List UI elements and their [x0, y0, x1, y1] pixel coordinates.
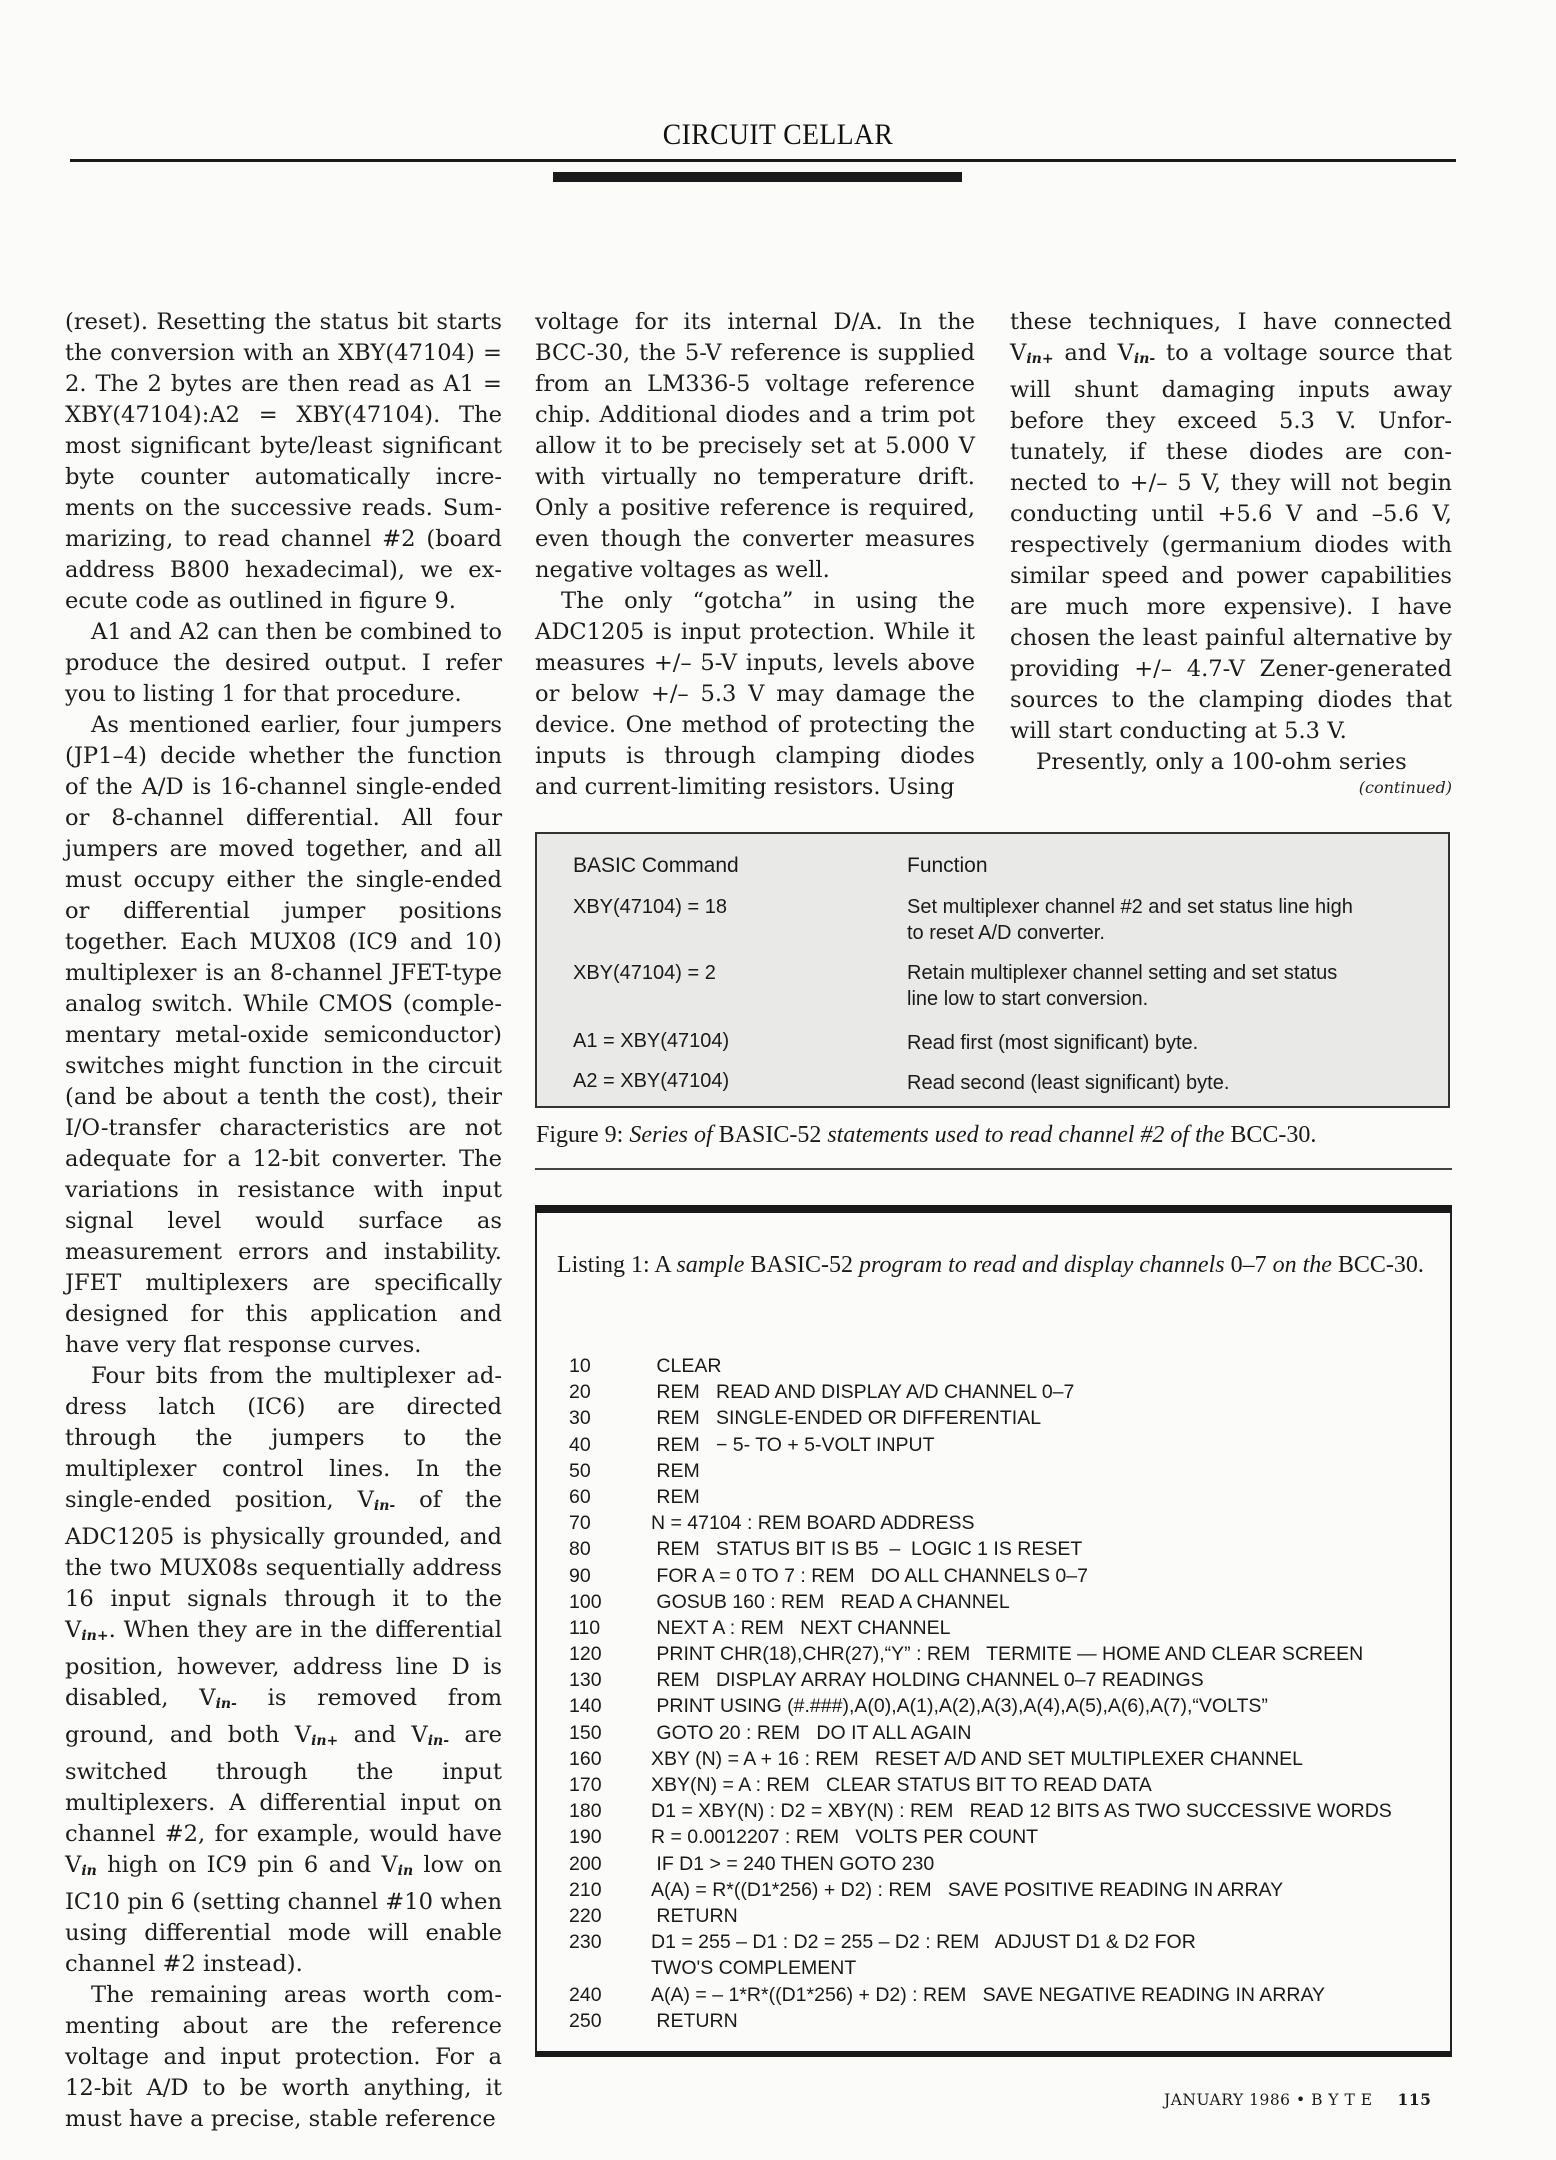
code-line: [569, 1955, 1439, 1981]
line-code: NEXT A : REM NEXT CHANNEL: [651, 1616, 951, 1639]
header-bar: [553, 172, 962, 182]
line-code: REM STATUS BIT IS B5 – LOGIC 1 IS RESET: [651, 1538, 1083, 1561]
basic-command: XBY(47104) = 2: [573, 962, 716, 984]
header-rule: [70, 159, 1456, 162]
continued-label: (continued): [1358, 778, 1452, 797]
caption-fragment: A: [649, 1252, 677, 1278]
page-number: 115: [1397, 2090, 1432, 2109]
line-number: 90: [569, 1564, 591, 1587]
line-code: XBY (N) = A + 16 : REM RESET A/D AND SET MULTIPLEXER CHANNEL: [651, 1747, 1304, 1770]
line-number: 40: [569, 1433, 591, 1456]
code-line: [569, 1641, 1439, 1667]
caption-fragment: BCC-30.: [1230, 1122, 1317, 1148]
paragraph: The remaining areas worth commenting about are the reference voltage and input protection. For a 12-bit A/D to be worth anything, it must have a precise, stable reference: [65, 1982, 502, 2132]
line-code: A(A) = R*((D1*256) + D2) : REM SAVE POSITIVE READING IN ARRAY: [651, 1878, 1284, 1901]
line-code: PRINT USING (#.###),A(0),A(1),A(2),A(3),A(4),A(5),A(6),A(7),“VOLTS”: [651, 1695, 1268, 1718]
line-number: 220: [569, 1904, 602, 1927]
line-number: 120: [569, 1643, 602, 1666]
caption-fragment: BASIC-52: [750, 1252, 860, 1278]
article-column-3: [1010, 307, 1452, 778]
line-number: 230: [569, 1931, 602, 1954]
column-header-function: Function: [907, 854, 988, 877]
code-line: [569, 1510, 1439, 1536]
line-number: 80: [569, 1538, 591, 1561]
line-number: 250: [569, 2009, 602, 2032]
voltage-subscript: in+: [311, 1733, 339, 1749]
paragraph: (reset). Resetting the status bit starts the conversion with an XBY(47104) = 2. The 2 bytes are then read as A1 = XBY(47104):A2 = XBY(47104). The most significant byte/least significant byte counter automatically increments on the successive reads. Summarizing, to read channel #2 (board address B800 hexadecimal), we execute code as outlined in figure 9.: [65, 309, 502, 614]
code-line: [569, 1693, 1439, 1719]
code-line: [569, 1746, 1439, 1772]
listing-1-box: [535, 1205, 1452, 2057]
listing-label: Listing 1:: [557, 1252, 650, 1278]
separator-bullet: •: [1296, 2091, 1306, 2109]
line-code: REM − 5- TO + 5-VOLT INPUT: [651, 1433, 935, 1456]
code-line: [569, 1458, 1439, 1484]
article-column-2: [535, 307, 975, 803]
line-code: RETURN: [651, 1904, 738, 1927]
line-number: 130: [569, 1669, 602, 1692]
code-line: [569, 1589, 1439, 1615]
line-number: 70: [569, 1512, 591, 1535]
paragraph: The only “gotcha” in using the ADC1205 is input protection. While it measures +/– 5-V inputs, levels above or below +/– 5.3 V may damage the device. One method of protecting the inputs is through clamping diodes and current-limiting resistors. Using: [535, 588, 975, 800]
figure-rule: [535, 1168, 1452, 1170]
caption-text: [623, 1122, 1316, 1148]
basic-command: A1 = XBY(47104): [573, 1030, 730, 1052]
code-line: [569, 1536, 1439, 1562]
issue-date: JANUARY 1986: [1164, 2091, 1291, 2109]
line-number: 240: [569, 1983, 602, 2006]
line-code: N = 47104 : REM BOARD ADDRESS: [651, 1512, 975, 1535]
voltage-subscript: in-: [1133, 351, 1156, 367]
code-line: [569, 1379, 1439, 1405]
paragraph: A1 and A2 can then be combined to produce the desired output. I refer you to listing 1 for that procedure.: [65, 619, 502, 707]
line-code: GOTO 20 : REM DO IT ALL AGAIN: [651, 1721, 972, 1744]
code-line: [569, 1772, 1439, 1798]
line-code: FOR A = 0 TO 7 : REM DO ALL CHANNELS 0–7: [651, 1564, 1088, 1587]
line-number: 210: [569, 1878, 602, 1901]
line-number: 160: [569, 1747, 602, 1770]
page-footer: [1164, 2090, 1431, 2109]
code-line: [569, 1903, 1439, 1929]
line-code: A(A) = – 1*R*((D1*256) + D2) : REM SAVE NEGATIVE READING IN ARRAY: [651, 1983, 1326, 2006]
code-line: [569, 1432, 1439, 1458]
caption-fragment: sample: [676, 1252, 751, 1278]
listing-1-title: [557, 1249, 1427, 1282]
voltage-subscript: in+: [81, 1628, 109, 1644]
line-number: 50: [569, 1459, 591, 1482]
line-number: 100: [569, 1590, 602, 1613]
magazine-name: BYTE: [1311, 2091, 1379, 2109]
code-listing: [569, 1353, 1439, 2034]
column-header-command: BASIC Command: [573, 854, 739, 877]
voltage-subscript: in-: [215, 1696, 237, 1712]
code-line: [569, 1929, 1439, 1955]
line-code: D1 = 255 – D1 : D2 = 255 – D2 : REM ADJUST D1 & D2 FOR: [651, 1931, 1196, 1954]
command-function: Retain multiplexer channel setting and set status line low to start conversion.: [907, 962, 1338, 1010]
code-line: [569, 1824, 1439, 1850]
line-number: 10: [569, 1355, 591, 1377]
paragraph: voltage for its internal D/A. In the BCC-30, the 5-V reference is supplied from an LM336-5 voltage reference chip. Additional diodes and a trim pot allow it to be precisely set at 5.000 V with virtually no temperature drift. Only a positive reference is required, even though the converter measures negative voltages as well.: [535, 309, 975, 583]
line-code: REM: [651, 1459, 700, 1482]
code-line: [569, 1798, 1439, 1824]
figure-9-caption: [536, 1122, 1456, 1149]
code-line: [569, 1353, 1439, 1379]
line-code: R = 0.0012207 : REM VOLTS PER COUNT: [651, 1826, 1039, 1849]
code-line: [569, 2008, 1439, 2034]
article-column-1: [65, 307, 502, 2135]
paragraph: Presently, only a 100-ohm series: [1036, 749, 1407, 775]
line-code: IF D1 > = 240 THEN GOTO 230: [651, 1852, 935, 1875]
line-number: 140: [569, 1695, 602, 1718]
line-code: TWO'S COMPLEMENT: [651, 1957, 857, 1980]
listing-title-text: [650, 1252, 1424, 1278]
line-code: CLEAR: [651, 1355, 722, 1377]
caption-fragment: BCC-30.: [1337, 1252, 1424, 1278]
caption-fragment: statements used to read channel #2 of the: [821, 1122, 1231, 1148]
paragraph: Four bits from the multiplexer address latch (IC6) are directed through the jumpers to the multiplexer control lines. In the single-ended position, $V_{in-}$ of the ADC1205 is physically grounded, and the two MUX08s sequentially address 16 input signals through it to the $V_{in+}$. When they are in the differential position, however, address line D is disabled, $V_{in-}$ is removed from ground, and both $V_{in+}$ and $V_{in-}$ are switched through the input multiplexers. A differential input on channel #2, for example, would have $V_{in}$ high on IC9 pin 6 and $V_{in}$ low on IC10 pin 6 (setting channel #10 when using differential mode will enable channel #2 instead).: [65, 1363, 503, 1977]
command-function: Read second (least significant) byte.: [907, 1072, 1230, 1094]
code-line: [569, 1405, 1439, 1431]
basic-command: XBY(47104) = 18: [573, 896, 727, 918]
line-number: 170: [569, 1774, 602, 1796]
line-code: XBY(N) = A : REM CLEAR STATUS BIT TO READ DATA: [651, 1774, 1152, 1796]
voltage-subscript: in-: [427, 1733, 450, 1749]
code-line: [569, 1720, 1439, 1746]
voltage-subscript: in-: [373, 1498, 396, 1514]
voltage-subscript: in: [81, 1863, 97, 1879]
paragraph: these techniques, I have connected $V_{in+}$ and $V_{in-}$ to a voltage source that will shunt damaging inputs away before they exceed 5.3 V. Unfortunately, if these diodes are connected to +/– 5 V, they will not begin conducting until +5.6 V and –5.6 V, respectively (germanium diodes with similar speed and power capabilities are much more expensive). I have chosen the least painful alternative by providing +/– 4.7-V Zener-generated sources to the clamping diodes that will start conducting at 5.3 V.: [1010, 309, 1452, 744]
caption-fragment: 0–7: [1230, 1252, 1273, 1278]
line-code: PRINT CHR(18),CHR(27),“Y” : REM TERMITE — HOME AND CLEAR SCREEN: [651, 1643, 1364, 1666]
caption-fragment: program to read and display channels: [859, 1252, 1231, 1278]
basic-command: A2 = XBY(47104): [573, 1070, 730, 1092]
command-function: Set multiplexer channel #2 and set status line high to reset A/D converter.: [907, 896, 1353, 944]
caption-fragment: on the: [1272, 1252, 1338, 1278]
line-number: 20: [569, 1381, 591, 1404]
line-number: 30: [569, 1407, 591, 1430]
section-title: CIRCUIT CELLAR: [662, 118, 894, 151]
line-code: RETURN: [651, 2009, 738, 2032]
line-code: GOSUB 160 : REM READ A CHANNEL: [651, 1590, 1010, 1613]
line-number: 110: [569, 1616, 601, 1639]
line-code: D1 = XBY(N) : D2 = XBY(N) : REM READ 12 BITS AS TWO SUCCESSIVE WORDS: [651, 1800, 1392, 1823]
figure-9-table: [535, 832, 1450, 1108]
line-number: 200: [569, 1852, 602, 1875]
code-line: [569, 1667, 1439, 1693]
code-line: [569, 1982, 1439, 2008]
line-number: 150: [569, 1721, 602, 1744]
caption-fragment: Series of: [623, 1122, 719, 1148]
line-number: 190: [569, 1826, 602, 1849]
code-line: [569, 1851, 1439, 1877]
code-line: [569, 1563, 1439, 1589]
paragraph: As mentioned earlier, four jumpers (JP1–4) decide whether the function of the A/D is 16-channel single-ended or 8-channel differential. All four jumpers are moved together, and all must occupy either the single-ended or differential jumper positions together. Each MUX08 (IC9 and 10) multiplexer is an 8-channel JFET-type analog switch. While CMOS (complementary metal-oxide semiconductor) switches might function in the circuit (and be about a tenth the cost), their I/O-transfer characteristics are not adequate for a 12-bit converter. The variations in resistance with input signal level would surface as measurement errors and instability. JFET multiplexers are specifically designed for this application and have very flat response curves.: [65, 712, 502, 1358]
voltage-subscript: in+: [1026, 351, 1054, 367]
command-function: Read first (most significant) byte.: [907, 1032, 1199, 1054]
code-line: [569, 1877, 1439, 1903]
line-code: REM SINGLE-ENDED OR DIFFERENTIAL: [651, 1407, 1042, 1430]
voltage-subscript: in: [397, 1863, 414, 1879]
line-number: 180: [569, 1800, 602, 1823]
line-code: REM: [651, 1485, 700, 1508]
line-code: REM READ AND DISPLAY A/D CHANNEL 0–7: [651, 1381, 1075, 1404]
code-line: [569, 1615, 1439, 1641]
line-code: REM DISPLAY ARRAY HOLDING CHANNEL 0–7 READINGS: [651, 1669, 1204, 1692]
code-line: [569, 1484, 1439, 1510]
line-number: 60: [569, 1485, 591, 1508]
caption-fragment: BASIC-52: [718, 1122, 822, 1148]
figure-label: Figure 9:: [536, 1122, 624, 1148]
